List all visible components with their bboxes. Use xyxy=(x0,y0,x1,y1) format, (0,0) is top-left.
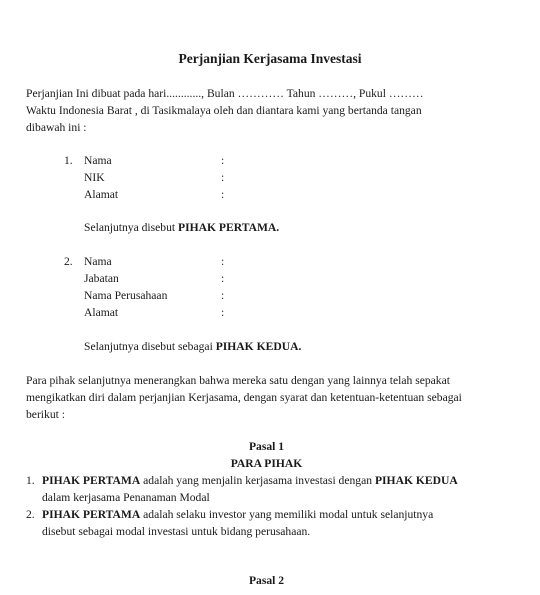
party-2-number: 2. xyxy=(64,255,73,268)
item-1-number: 1. xyxy=(26,474,35,487)
party-2-colon-alamat: : xyxy=(221,306,225,319)
item-2-text-1: adalah selaku investor yang memiliki modal untuk selanjutnya xyxy=(140,508,434,521)
intro-line-1: Perjanjian Ini dibuat pada hari............, Bulan ………… Tahun ………, Pukul ……… xyxy=(26,87,424,100)
party-1-field-nik: NIK xyxy=(84,171,105,184)
pasal-1-heading: Pasal 1 xyxy=(248,440,285,453)
party-1-number: 1. xyxy=(64,154,73,167)
statement-line-1: Para pihak selanjutnya menerangkan bahwa mereka satu dengan yang lainnya telah sepakat xyxy=(26,374,450,387)
item-2-line-1 xyxy=(42,506,508,523)
party-1-colon-alamat: : xyxy=(221,188,225,201)
party-1-reference xyxy=(84,219,279,236)
intro-paragraph xyxy=(26,85,506,136)
statement-line-2: mengikatkan diri dalam perjanjian Kerjasama, dengan syarat dan ketentuan-ketentuan sebagai xyxy=(26,391,462,404)
party-2-field-nama: Nama xyxy=(84,255,112,268)
intro-line-3: dibawah ini : xyxy=(26,121,87,134)
item-1-text-1: adalah yang menjalin kerjasama investasi dengan xyxy=(140,474,375,487)
pasal-1-subheading: PARA PIHAK xyxy=(230,457,303,470)
item-2-line-2: disebut sebagai modal investasi untuk bidang perusahaan. xyxy=(42,525,311,538)
party-2-colon-nama: : xyxy=(221,255,225,268)
party-1-colon-nama: : xyxy=(221,154,225,167)
item-1-line-2: dalam kerjasama Penanaman Modal xyxy=(42,491,210,504)
party-1-field-alamat: Alamat xyxy=(84,188,119,201)
party-2-field-jabatan: Jabatan xyxy=(84,272,119,285)
party-1-reference-name: PIHAK PERTAMA. xyxy=(178,221,280,234)
statement-line-3: berikut : xyxy=(26,408,65,421)
item-1-line-1 xyxy=(42,472,508,489)
party-2-reference xyxy=(84,338,301,355)
item-2-bold-1: PIHAK PERTAMA xyxy=(42,508,141,521)
party-2-colon-perusahaan: : xyxy=(221,289,225,302)
intro-line-2: Waktu Indonesia Barat , di Tasikmalaya oleh dan diantara kami yang bertanda tangan xyxy=(26,104,422,117)
document-title: Perjanjian Kerjasama Investasi xyxy=(178,51,362,66)
party-1-field-nama: Nama xyxy=(84,154,112,167)
party-2-reference-prefix: Selanjutnya disebut sebagai xyxy=(84,340,216,353)
party-2-field-alamat: Alamat xyxy=(84,306,119,319)
agreement-statement xyxy=(26,372,506,423)
item-1-bold-2: PIHAK KEDUA xyxy=(374,474,458,487)
party-2-reference-name: PIHAK KEDUA. xyxy=(215,340,302,353)
party-1-reference-prefix: Selanjutnya disebut xyxy=(84,221,179,234)
party-2-field-perusahaan: Nama Perusahaan xyxy=(84,289,168,302)
pasal-2-heading: Pasal 2 xyxy=(248,574,285,587)
item-2-number: 2. xyxy=(26,508,35,521)
item-1-bold-1: PIHAK PERTAMA xyxy=(42,474,141,487)
party-2-colon-jabatan: : xyxy=(221,272,225,285)
party-1-colon-nik: : xyxy=(221,171,225,184)
